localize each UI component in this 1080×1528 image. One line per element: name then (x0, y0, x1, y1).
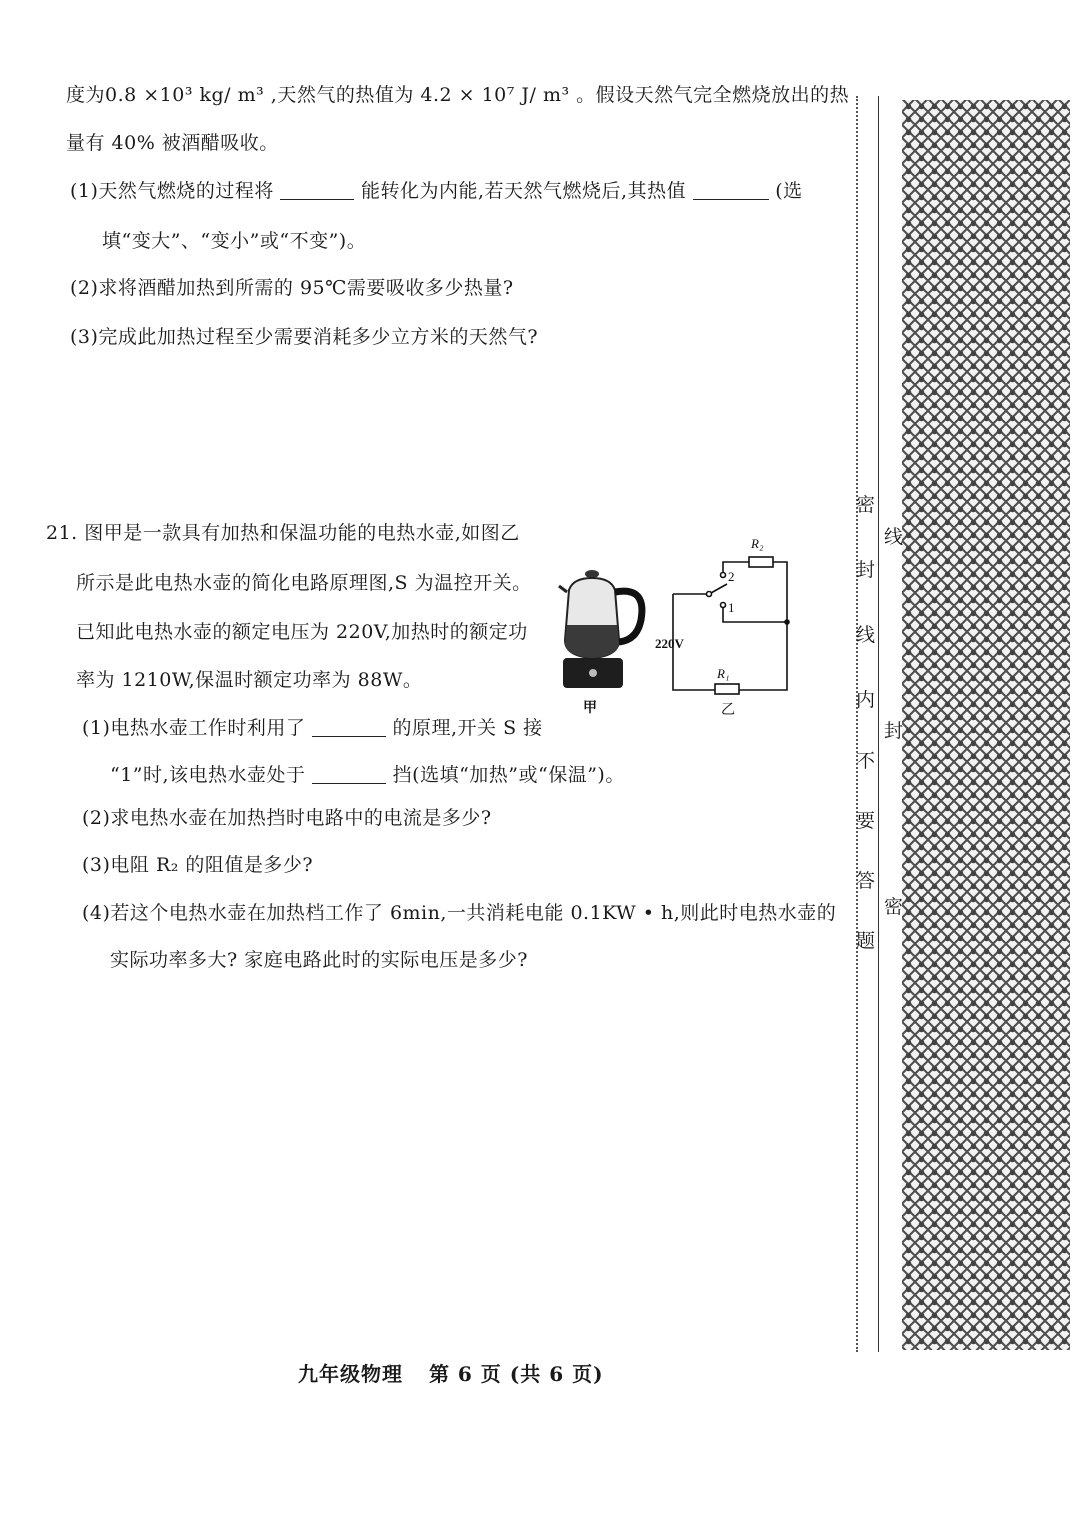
answer-blank[interactable] (312, 717, 386, 737)
margin-char: 题 (856, 930, 876, 952)
margin-char: 要 (856, 810, 876, 832)
contact-1-label: 1 (728, 600, 735, 615)
margin-char: 封 (856, 559, 876, 581)
text-segment: 能转化为内能,若天然气燃烧后,其热值 (361, 180, 687, 202)
question-21-stem: 21. 图甲是一款具有加热和保温功能的电热水壶,如图乙 (46, 522, 520, 544)
contact-1 (721, 603, 726, 608)
answer-blank[interactable] (280, 180, 354, 200)
margin-char: 内 (856, 689, 876, 711)
question-21-2: (2)求电热水壶在加热挡时电路中的电流是多少? (82, 807, 492, 829)
margin-char: 线 (884, 526, 904, 548)
question-21-1 (82, 713, 543, 740)
text-line: 所示是此电热水壶的简化电路原理图,S 为温控开关。 (76, 572, 532, 594)
answer-blank[interactable] (693, 180, 769, 200)
resistor-r2 (749, 557, 773, 567)
r1-label: R₁ (717, 666, 730, 681)
question-21-1-cont (110, 760, 625, 787)
page-footer (298, 1358, 622, 1387)
text-segment: (1)电热水壶工作时利用了 (82, 717, 306, 739)
question-21-4: (4)若这个电热水壶在加热档工作了 6min,一共消耗电能 0.1KW • h,则此时电热水壶的 (82, 902, 837, 924)
figure-label-yi: 乙 (721, 702, 735, 718)
text-line: 量有 40% 被酒醋吸收。 (66, 132, 279, 154)
contact-2-label: 2 (728, 569, 735, 584)
figure-kettle-circuit (555, 530, 805, 720)
footer-page-number: 第 6 页 (共 6 页) (428, 1362, 604, 1386)
text-line: 度为0.8 ×10³ kg/ m³ ,天然气的热值为 4.2 × 10⁷ J/ m³ 。假设天然气完全燃烧放出的热 (66, 84, 850, 106)
margin-char: 密 (884, 896, 904, 918)
contact-2 (721, 573, 726, 578)
kettle-image (559, 570, 642, 688)
question-20-3: (3)完成此加热过程至少需要消耗多少立方米的天然气? (70, 326, 539, 348)
seal-dashed-line (856, 96, 858, 1352)
text-line: 填“变大”、“变小”或“不变”)。 (102, 230, 367, 252)
voltage-label: 220V (655, 636, 684, 651)
text-segment: “1”时,该电热水壶处于 (110, 764, 306, 786)
text-segment: (选 (775, 180, 803, 202)
r2-label: R₂ (751, 536, 764, 551)
text-segment: (1)天然气燃烧的过程将 (70, 180, 274, 202)
decorative-pattern-strip (902, 100, 1070, 1350)
text-line: 率为 1210W,保温时额定功率为 88W。 (76, 669, 423, 691)
margin-char: 封 (884, 720, 904, 742)
margin-char: 答 (856, 870, 876, 892)
text-segment: 的原理,开关 S 接 (392, 717, 543, 739)
switch-s (711, 584, 727, 593)
answer-blank[interactable] (312, 764, 386, 784)
seal-solid-line (878, 96, 879, 1352)
resistor-r1 (715, 684, 739, 694)
margin-char: 不 (856, 750, 876, 772)
text-line: 已知此电热水壶的额定电压为 220V,加热时的额定功 (76, 621, 528, 643)
text-line: 实际功率多大? 家庭电路此时的实际电压是多少? (110, 949, 528, 971)
margin-char: 密 (856, 494, 876, 516)
question-20-2: (2)求将酒醋加热到所需的 95℃需要吸收多少热量? (70, 277, 514, 299)
footer-subject: 九年级物理 (298, 1362, 403, 1386)
margin-char: 线 (856, 624, 876, 646)
figure-label-jia: 甲 (583, 700, 597, 716)
text-segment: 挡(选填“加热”或“保温”)。 (392, 764, 625, 786)
question-21-3: (3)电阻 R₂ 的阻值是多少? (82, 854, 314, 876)
question-20-1 (70, 176, 803, 203)
